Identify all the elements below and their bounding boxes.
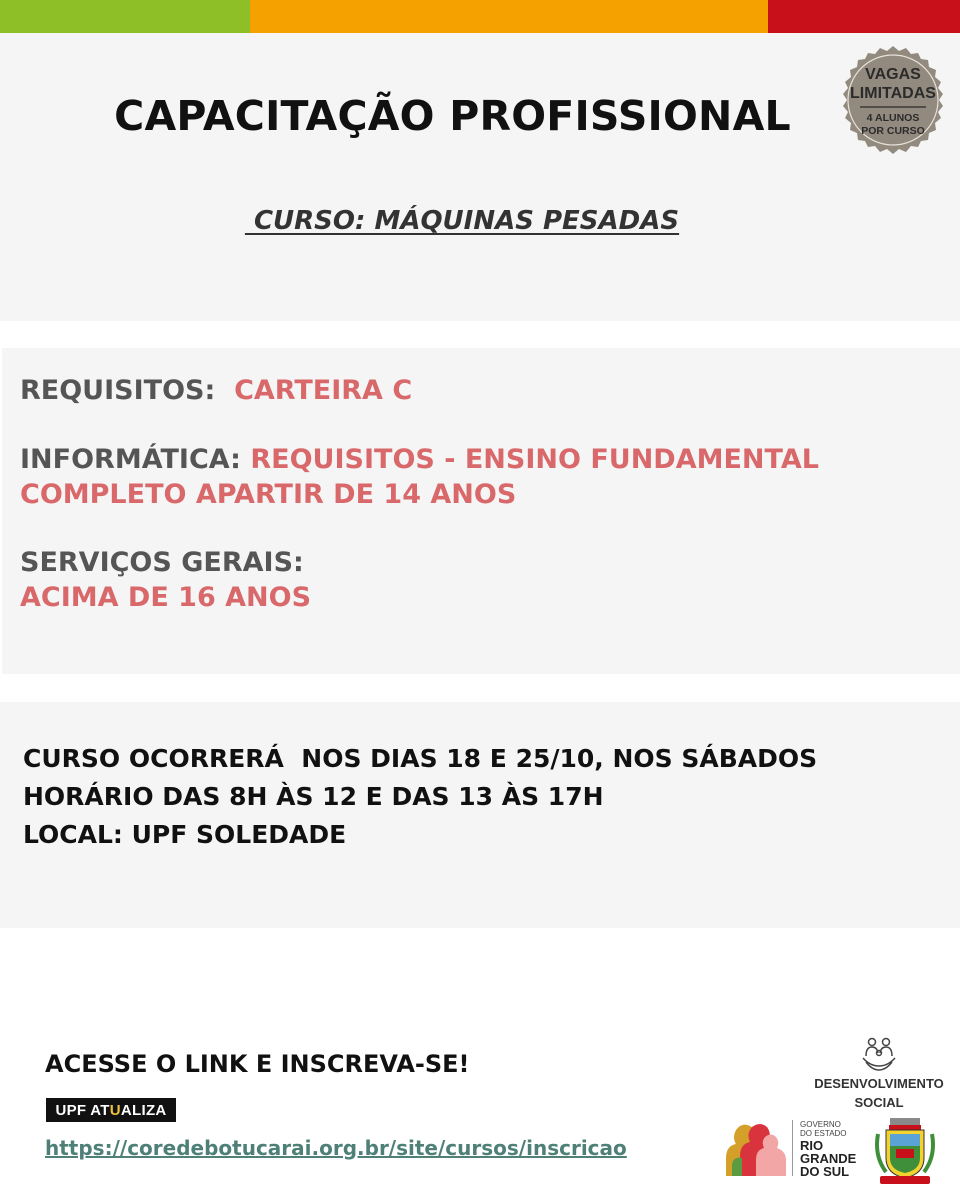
rs-government-logo [722,1118,792,1176]
rs-state-name: RIO GRANDE DO SUL [800,1138,857,1179]
rs-government-small-text: GOVERNO DO ESTADO [800,1120,847,1138]
rs-logo-divider [792,1120,793,1176]
upf-logo-text-a: UPF AT [55,1101,110,1119]
schedule-hours: HORÁRIO DAS 8H ÀS 12 E DAS 13 ÀS 17H [23,782,604,811]
badge-line-1: VAGAS [865,66,921,83]
top-color-bar [0,0,960,33]
upf-logo-text-c: ALIZA [120,1101,167,1119]
requirement-license-value: CARTEIRA C [234,375,413,406]
requirement-license-label: REQUISITOS: [20,375,235,406]
schedule-info [23,740,817,854]
top-bar-orange [250,0,768,33]
course-subtitle: CURSO: MÁQUINAS PESADAS [244,206,680,236]
registration-link[interactable]: https://coredebotucarai.org.br/site/cursos/inscricao [45,1136,627,1160]
badge-line-3: 4 ALUNOS [866,112,920,124]
family-icon [860,1036,898,1072]
upf-atualiza-logo [46,1098,176,1122]
schedule-location: LOCAL: UPF SOLEDADE [23,820,347,849]
top-bar-green [0,0,250,33]
header-panel [0,33,960,321]
requirement-general-services-value: ACIMA DE 16 ANOS [20,582,312,613]
requirement-informatics-label: INFORMÁTICA: [20,444,251,475]
requirement-informatics [20,442,819,512]
badge-line-2: LIMITADAS [850,85,936,102]
requirement-general-services [20,545,311,615]
requirement-informatics-value-2: COMPLETO APARTIR DE 14 ANOS [20,479,517,510]
call-to-action: ACESSE O LINK E INSCREVA-SE! [45,1050,470,1078]
page-title: CAPACITAÇÃO PROFISSIONAL [114,92,791,140]
requirement-informatics-value-1: REQUISITOS - ENSINO FUNDAMENTAL [250,444,819,475]
top-bar-red [768,0,960,33]
upf-logo-text-b: U [109,1101,121,1119]
municipal-crest-icon [872,1116,938,1186]
schedule-dates: CURSO OCORRERÁ NOS DIAS 18 E 25/10, NOS SÁBADOS [23,744,818,773]
requirement-license [20,373,412,408]
requirement-general-services-label: SERVIÇOS GERAIS: [20,547,304,578]
limited-seats-badge [836,44,950,158]
badge-line-4: POR CURSO [861,125,925,137]
social-development-label: DESENVOLVIMENTO SOCIAL [814,1076,944,1110]
